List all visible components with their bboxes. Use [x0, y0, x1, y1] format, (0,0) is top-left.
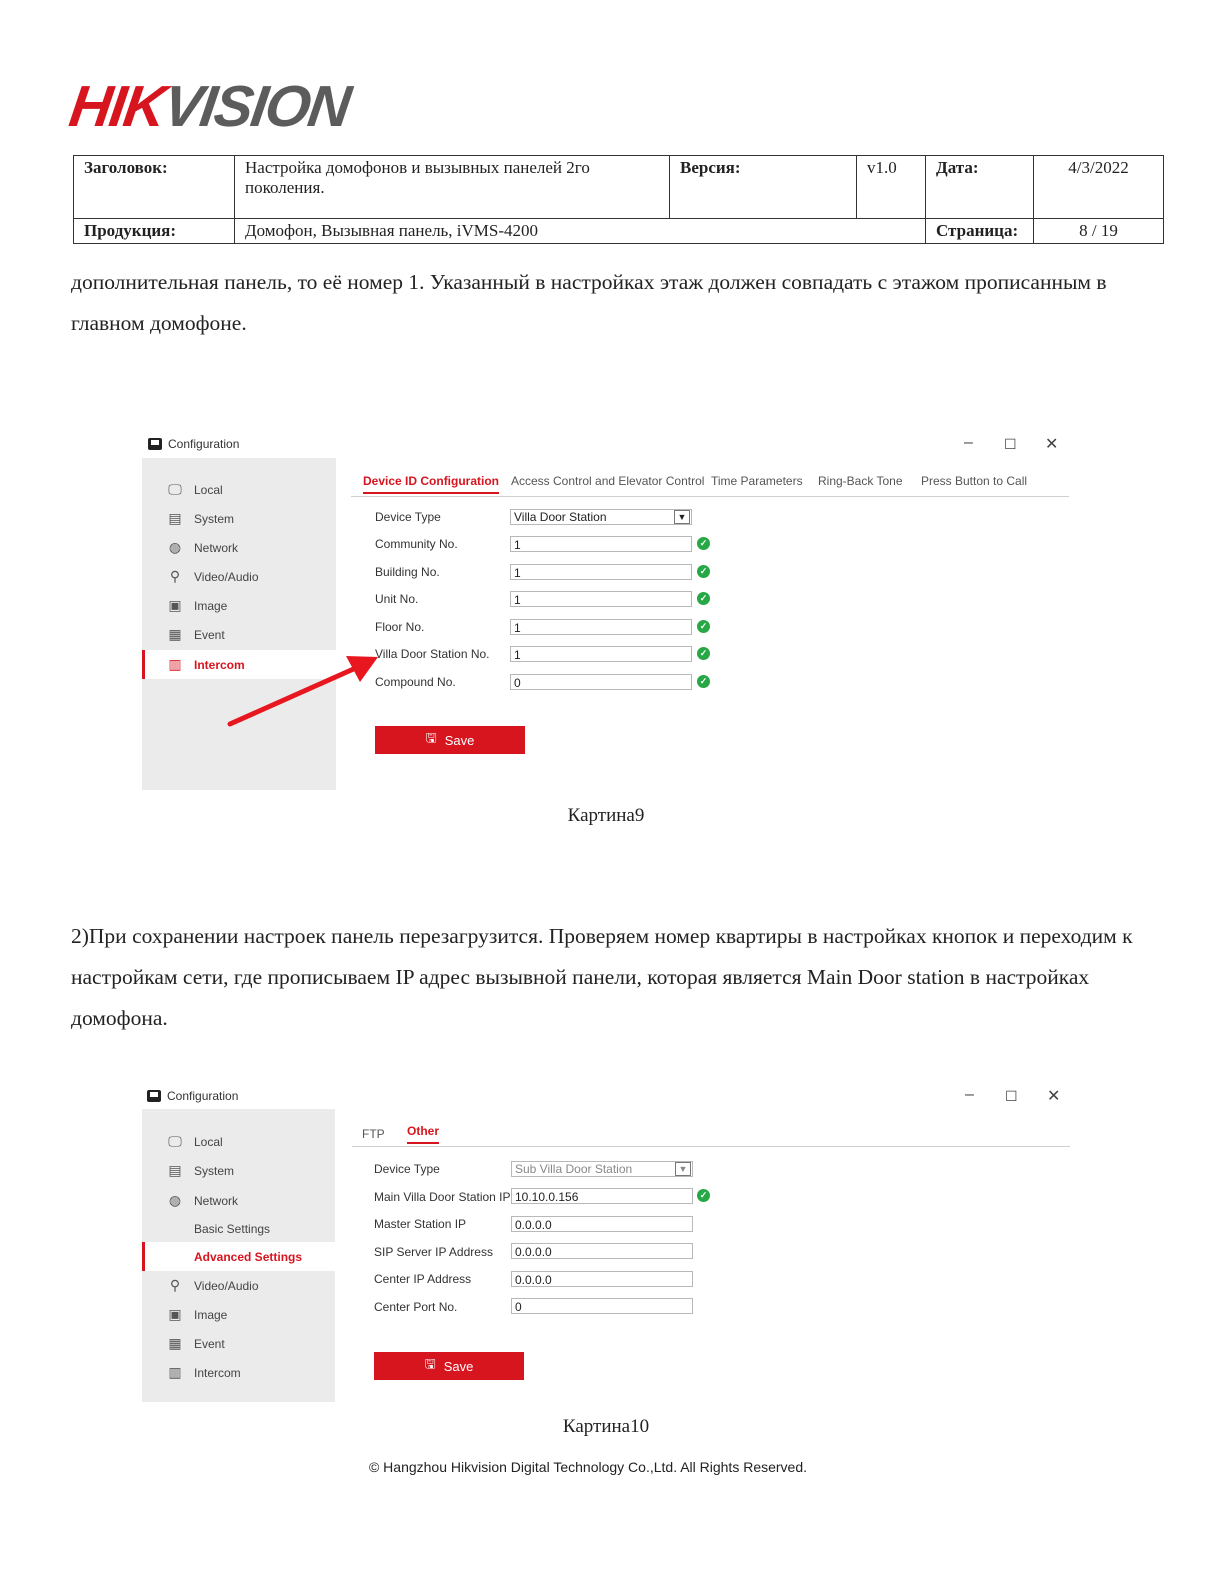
check-icon: ✓ [697, 647, 710, 660]
sip-server-ip-input[interactable]: 0.0.0.0 [511, 1243, 693, 1259]
sidebar-item-local[interactable]: 🖵 Local [142, 475, 336, 504]
building-no-input[interactable]: 1 [510, 564, 692, 580]
check-icon: ✓ [697, 565, 710, 578]
calendar-icon: ▦ [168, 1335, 182, 1351]
intercom-icon: ▥ [168, 1364, 182, 1380]
window-title: Configuration [167, 1089, 239, 1103]
sidebar-item-system[interactable]: ▤ System [142, 1156, 336, 1185]
page-label: Страница: [926, 219, 1034, 244]
paragraph-2: 2)При сохранении настроек панель перезагрузится. Проверяем номер квартиры в настройках кнопок и переходим к настройкам сети, где прописываем IP адрес вызывной панели, которая является Main Door station в настройках домофона. [71, 924, 1133, 1030]
center-port-no-input[interactable]: 0 [511, 1298, 693, 1314]
chevron-down-icon: ▼ [675, 1162, 691, 1176]
building-no-label: Building No. [375, 565, 440, 579]
villa-door-station-no-input[interactable]: 1 [510, 646, 692, 662]
sidebar-item-event[interactable]: ▦ Event [142, 620, 336, 649]
sidebar-item-basic-settings[interactable]: Basic Settings [194, 1221, 271, 1236]
community-no-input[interactable]: 1 [510, 536, 692, 552]
window-title: Configuration [168, 437, 240, 451]
compound-no-label: Compound No. [375, 675, 456, 689]
system-icon: ▤ [168, 510, 182, 526]
tab-access-control[interactable]: Access Control and Elevator Control [511, 474, 705, 488]
monitor-icon: 🖵 [168, 1133, 182, 1149]
version-label: Версия: [670, 156, 857, 219]
floor-no-label: Floor No. [375, 620, 425, 634]
check-icon: ✓ [697, 537, 710, 550]
maximize-icon[interactable]: ☐ [1005, 1088, 1018, 1104]
title-value: Настройка домофонов и вызывных панелей 2го поколения. [235, 156, 670, 219]
main-villa-door-station-ip-input[interactable]: 10.10.0.156 [511, 1188, 693, 1204]
configuration-window-2 [147, 1086, 1067, 1406]
tab-device-id-configuration[interactable]: Device ID Configuration [363, 474, 499, 494]
tab-bar [352, 1120, 1070, 1147]
center-ip-input[interactable]: 0.0.0.0 [511, 1271, 693, 1287]
paragraph-1: дополнительная панель, то её номер 1. Указанный в настройках этаж должен совпадать с этажом прописанным в главном домофоне. [71, 270, 1107, 335]
system-icon: ▤ [168, 1162, 182, 1178]
caption-figure-9: Картина9 [567, 805, 645, 826]
check-icon: ✓ [697, 1189, 710, 1202]
page-value: 8 / 19 [1034, 219, 1164, 244]
app-icon [147, 1090, 161, 1102]
title-label: Заголовок: [74, 156, 235, 219]
tab-bar [351, 470, 1069, 497]
app-icon [148, 438, 162, 450]
sidebar-item-event[interactable]: ▦ Event [142, 1329, 336, 1358]
calendar-icon: ▦ [168, 626, 182, 642]
annotation-arrow [218, 644, 388, 734]
master-station-ip-label: Master Station IP [374, 1217, 467, 1231]
tab-time-parameters[interactable]: Time Parameters [711, 474, 803, 488]
mic-camera-icon: ⚲ [169, 1277, 181, 1293]
unit-no-input[interactable]: 1 [510, 591, 692, 607]
device-type-select[interactable]: Villa Door Station ▼ [510, 509, 692, 525]
intercom-icon: ▥ [168, 656, 182, 672]
sidebar-item-image[interactable]: ▣ Image [142, 591, 336, 620]
monitor-icon: 🖵 [168, 481, 182, 497]
sidebar-item-advanced-settings[interactable]: Advanced Settings [142, 1242, 339, 1271]
device-type-select[interactable]: Sub Villa Door Station ▼ [511, 1161, 693, 1177]
tab-other[interactable]: Other [407, 1124, 439, 1144]
caption-figure-10: Картина10 [562, 1416, 650, 1437]
unit-no-label: Unit No. [375, 592, 419, 606]
check-icon: ✓ [697, 675, 710, 688]
save-button[interactable]: 🖫 Save [374, 1352, 524, 1380]
sidebar-item-system[interactable]: ▤ System [142, 504, 336, 533]
sidebar-item-intercom[interactable]: ▥ Intercom [142, 650, 339, 679]
community-no-label: Community No. [375, 537, 458, 551]
sidebar-item-network[interactable]: ◍ Network [142, 533, 336, 562]
product-label: Продукция: [74, 219, 235, 244]
center-ip-label: Center IP Address [374, 1272, 472, 1286]
image-icon: ▣ [168, 597, 182, 613]
product-value: Домофон, Вызывная панель, iVMS-4200 [235, 219, 926, 244]
tab-press-button-to-call[interactable]: Press Button to Call [921, 474, 1028, 488]
save-icon: 🖫 [425, 730, 437, 745]
sidebar [142, 1109, 335, 1402]
sip-server-ip-label: SIP Server IP Address [374, 1245, 493, 1259]
date-label: Дата: [926, 156, 1034, 219]
tab-ftp[interactable]: FTP [362, 1127, 385, 1141]
version-value: v1.0 [857, 156, 926, 219]
document-header-table [73, 155, 1164, 244]
image-icon: ▣ [168, 1306, 182, 1322]
close-icon[interactable]: ✕ [1047, 1088, 1061, 1105]
center-port-no-label: Center Port No. [374, 1300, 458, 1314]
sidebar-item-local[interactable]: 🖵 Local [142, 1127, 336, 1156]
window-titlebar [148, 434, 239, 454]
main-villa-door-station-ip-label: Main Villa Door Station IP [374, 1190, 511, 1204]
floor-no-input[interactable]: 1 [510, 619, 692, 635]
compound-no-input[interactable]: 0 [510, 674, 692, 690]
sidebar-item-intercom[interactable]: ▥ Intercom [142, 1358, 336, 1387]
master-station-ip-input[interactable]: 0.0.0.0 [511, 1216, 693, 1232]
device-type-label: Device Type [374, 1162, 440, 1176]
save-button[interactable]: 🖫 Save [375, 726, 525, 754]
globe-icon: ◍ [168, 539, 182, 555]
sidebar-item-network[interactable]: ◍ Network [142, 1186, 336, 1215]
sidebar-item-video-audio[interactable]: ⚲ Video/Audio [142, 562, 336, 591]
maximize-icon[interactable]: ☐ [1004, 436, 1017, 452]
globe-icon: ◍ [168, 1192, 182, 1208]
sidebar-item-image[interactable]: ▣ Image [142, 1300, 336, 1329]
configuration-window-1 [148, 434, 1068, 794]
tab-ring-back-tone[interactable]: Ring-Back Tone [818, 474, 903, 488]
minimize-icon[interactable]: – [964, 434, 973, 451]
save-icon: 🖫 [424, 1356, 436, 1371]
sidebar-item-video-audio[interactable]: ⚲ Video/Audio [142, 1271, 336, 1300]
check-icon: ✓ [697, 620, 710, 633]
copyright-footer: © Hangzhou Hikvision Digital Technology Co.,Ltd. All Rights Reserved. [368, 1459, 808, 1475]
check-icon: ✓ [697, 592, 710, 605]
minimize-icon[interactable]: – [965, 1086, 974, 1103]
close-icon[interactable]: ✕ [1045, 436, 1059, 453]
hikvision-logo: HIKVISION [65, 74, 354, 139]
date-value: 4/3/2022 [1034, 156, 1164, 219]
mic-camera-icon: ⚲ [169, 568, 181, 584]
sidebar [142, 458, 336, 790]
chevron-down-icon: ▼ [674, 510, 690, 524]
villa-door-station-no-label: Villa Door Station No. [375, 647, 490, 661]
device-type-label: Device Type [375, 510, 441, 524]
window-titlebar [147, 1086, 238, 1106]
